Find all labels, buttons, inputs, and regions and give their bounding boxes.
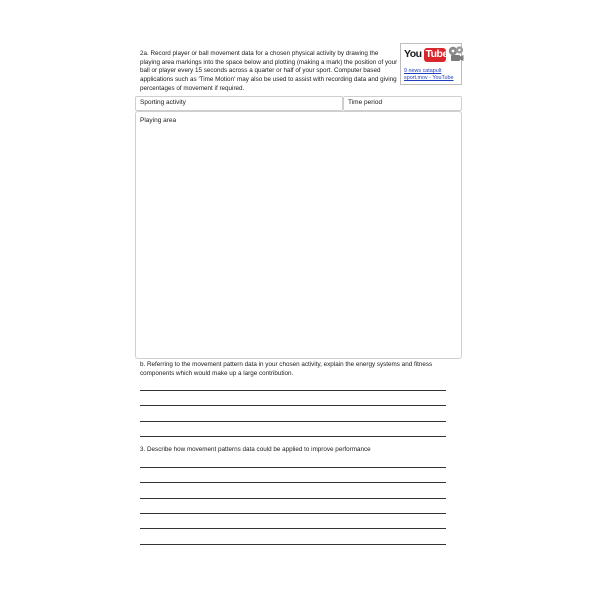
answer-line[interactable]	[140, 482, 446, 483]
answer-line[interactable]	[140, 390, 446, 391]
question-3-text: 3. Describe how movement patterns data could be applied to improve performance	[140, 446, 371, 453]
answer-line[interactable]	[140, 498, 446, 499]
playing-area-box[interactable]	[135, 111, 462, 359]
answer-line[interactable]	[140, 467, 446, 468]
playing-area-label: Playing area	[140, 117, 177, 124]
youtube-logo	[404, 48, 446, 63]
sporting-activity-field[interactable]	[135, 96, 343, 111]
answer-line[interactable]	[140, 421, 446, 422]
time-period-field[interactable]	[343, 96, 462, 111]
youtube-video-link[interactable]: 9 news catapult sport.mov - YouTube	[404, 68, 454, 81]
film-reel-icon	[448, 45, 464, 65]
answer-line[interactable]	[140, 544, 446, 545]
answer-line[interactable]	[140, 513, 446, 514]
youtube-logo-tube: Tube	[425, 48, 448, 60]
sporting-activity-label: Sporting activity	[140, 99, 186, 106]
youtube-logo-tube-box	[424, 48, 446, 62]
youtube-logo-you: You	[404, 48, 422, 60]
question-2a-text: 2a. Record player or ball movement data for a chosen physical activity by drawing the playing area markings into the space below and plotting (making a mark) the position of your ball or player every 15 seconds across a quarter or half of your sport. Computer based applications such as 'Time Motion' may also be used to assist with recording data and giving percentages of movement if required.	[140, 50, 398, 92]
answer-line[interactable]	[140, 436, 446, 437]
answer-line[interactable]	[140, 528, 446, 529]
time-period-label: Time period	[348, 99, 383, 106]
answer-line[interactable]	[140, 405, 446, 406]
youtube-video-card[interactable]	[400, 43, 462, 85]
question-b-text: b. Referring to the movement pattern data in your chosen activity, explain the energy systems and fitness components which would make up a large contribution.	[140, 361, 433, 377]
